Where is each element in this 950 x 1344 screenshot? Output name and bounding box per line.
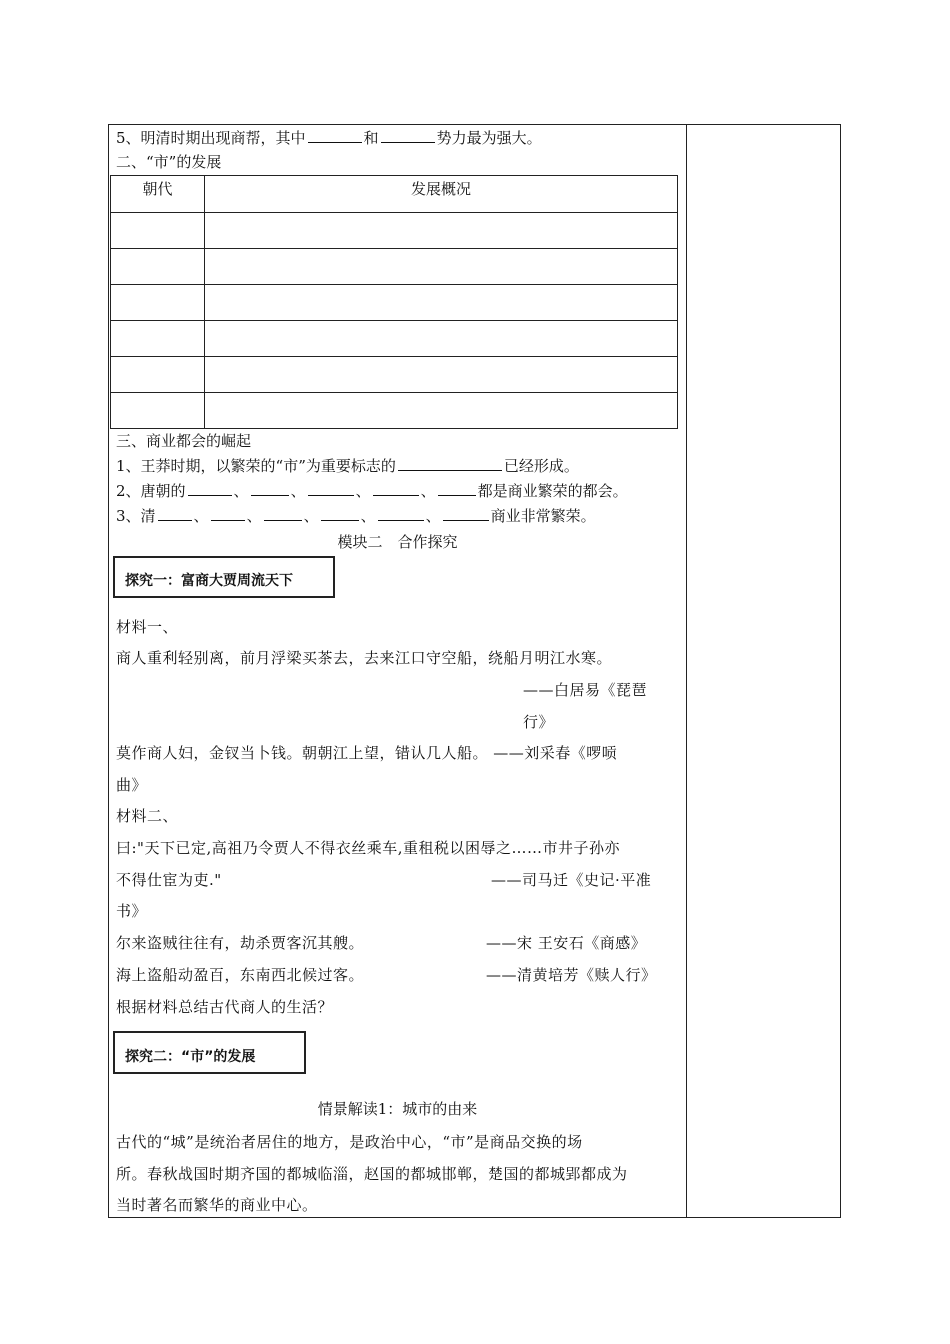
- blank[interactable]: [443, 506, 489, 521]
- separator: 、: [360, 507, 376, 525]
- material-2-line2: 不得仕宦为吏.": [116, 871, 222, 889]
- table-cell[interactable]: [205, 285, 678, 321]
- paragraph-line1: 古代的“城”是统治者居住的地方，是政治中心，“市”是商品交换的场: [116, 1133, 583, 1151]
- table-header-dynasty: 朝代: [111, 176, 205, 213]
- blank[interactable]: [211, 506, 245, 521]
- table-cell[interactable]: [111, 213, 205, 249]
- blank[interactable]: [381, 128, 435, 143]
- table-row: [111, 357, 678, 393]
- material-1-line2b: 曲》: [116, 776, 148, 794]
- scene-title: 情景解读1：城市的由来: [317, 1100, 478, 1118]
- explore-1-box: [113, 556, 335, 598]
- separator: 、: [303, 507, 319, 525]
- separator: 、: [355, 482, 371, 500]
- table-cell[interactable]: [205, 321, 678, 357]
- item1-post: 已经形成。: [503, 457, 579, 475]
- item-3: [116, 506, 596, 526]
- question-5: [116, 128, 542, 148]
- material-2-line1: 曰:"天下已定,高祖乃令贾人不得衣丝乘车,重租税以困辱之……市井子孙亦: [116, 839, 620, 857]
- item3-text: 3、清: [116, 507, 156, 525]
- section-3-heading: 三、商业都会的崛起: [116, 432, 252, 450]
- item-2: [116, 481, 628, 501]
- table-cell[interactable]: [205, 357, 678, 393]
- separator: 、: [193, 507, 209, 525]
- item2-post: 都是商业繁荣的都会。: [477, 482, 628, 500]
- material-2-line3: 尔来盗贼往往有，劫杀贾客沉其艘。: [116, 934, 365, 952]
- material-1-source1b: 行》: [523, 713, 555, 731]
- blank[interactable]: [438, 481, 476, 496]
- material-2-source2: ——宋 王安石《商感》: [486, 934, 647, 952]
- material-2-source3: ——清黄培芳《赎人行》: [486, 966, 657, 984]
- separator: 、: [290, 482, 306, 500]
- material-2-line4: 海上盗船动盈百，东南西北候过客。: [116, 966, 365, 984]
- table-row: [111, 321, 678, 357]
- table-cell[interactable]: [205, 393, 678, 429]
- table-cell[interactable]: [111, 285, 205, 321]
- table-cell[interactable]: [111, 357, 205, 393]
- item3-post: 商业非常繁荣。: [490, 507, 596, 525]
- question-text: 根据材料总结古代商人的生活？: [116, 998, 334, 1016]
- table-cell[interactable]: [111, 393, 205, 429]
- table-cell[interactable]: [111, 249, 205, 285]
- blank[interactable]: [321, 506, 359, 521]
- blank[interactable]: [158, 506, 192, 521]
- separator: 、: [425, 507, 441, 525]
- table-row: [111, 249, 678, 285]
- separator: 、: [233, 482, 249, 500]
- table-row: [111, 213, 678, 249]
- table-row: [111, 393, 678, 429]
- blank[interactable]: [188, 481, 232, 496]
- explore-2-title: 探究二：“市”的发展: [125, 1049, 256, 1065]
- dynasty-table: [110, 175, 678, 429]
- q5-post: 势力最为强大。: [436, 129, 542, 147]
- blank[interactable]: [264, 506, 302, 521]
- section-2-heading: 二、“市”的发展: [116, 153, 222, 171]
- material-1-line1: 商人重利轻别离，前月浮梁买茶去，去来江口守空船，绕船月明江水寒。: [116, 649, 613, 667]
- explore-1-title: 探究一：富商大贾周流天下: [125, 573, 293, 589]
- table-row: [111, 285, 678, 321]
- paragraph-line3: 当时著名而繁华的商业中心。: [116, 1196, 318, 1214]
- column-divider: [686, 124, 687, 1218]
- material-1-title: 材料一、: [116, 618, 179, 636]
- material-1-line2: 莫作商人妇，金钗当卜钱。朝朝江上望，错认几人船。 ——刘采春《啰唝: [116, 744, 618, 762]
- blank[interactable]: [373, 481, 419, 496]
- item1-text: 1、王莽时期，以繁荣的“市”为重要标志的: [116, 457, 396, 475]
- table-cell[interactable]: [205, 213, 678, 249]
- material-1-source1a: ——白居易《琵琶: [523, 681, 648, 699]
- material-2-source1b: 书》: [116, 902, 148, 920]
- blank[interactable]: [308, 128, 362, 143]
- explore-2-box: [113, 1031, 306, 1074]
- item-1: [116, 456, 579, 476]
- blank[interactable]: [308, 481, 354, 496]
- paragraph-line2: 所。春秋战国时期齐国的都城临淄，赵国的都城邯郸，楚国的都城郢都成为: [116, 1165, 628, 1183]
- material-2-title: 材料二、: [116, 807, 179, 825]
- table-cell[interactable]: [111, 321, 205, 357]
- q5-text: 5、明清时期出现商帮，其中: [116, 129, 306, 147]
- item2-text: 2、唐朝的: [116, 482, 186, 500]
- blank[interactable]: [378, 506, 424, 521]
- blank[interactable]: [251, 481, 289, 496]
- material-2-source1a: ——司马迁《史记·平准: [491, 871, 652, 889]
- separator: 、: [420, 482, 436, 500]
- separator: 、: [246, 507, 262, 525]
- blank[interactable]: [398, 456, 502, 471]
- table-cell[interactable]: [205, 249, 678, 285]
- module-2-title: 模块二 合作探究: [337, 533, 458, 551]
- table-header-overview: 发展概况: [205, 176, 678, 213]
- q5-mid: 和: [363, 129, 379, 147]
